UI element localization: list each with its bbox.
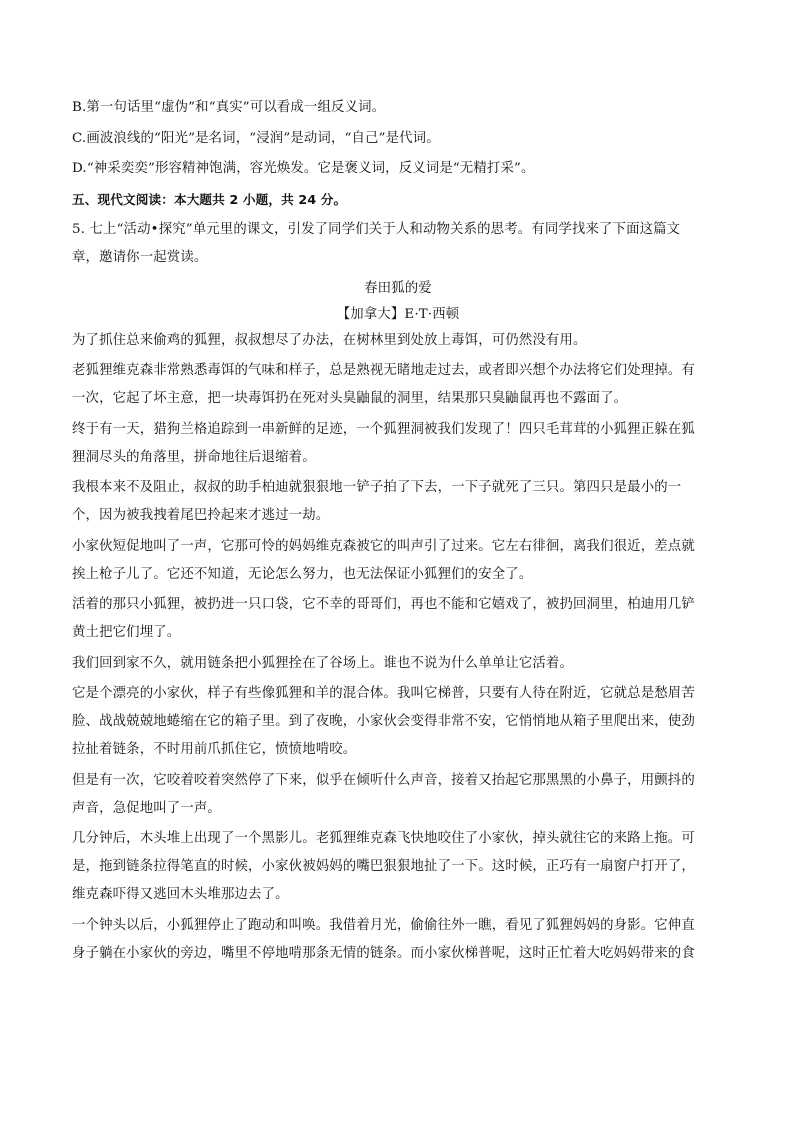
paragraph-line: 身子躺在小家伙的旁边，嘴里不停地啃那条无情的链条。而小家伙梯普呢，这时正忙着大吃妈妈带来的食: [72, 945, 695, 961]
paragraph-line: 小家伙短促地叫了一声，它那可怜的妈妈维克森被它的叫声引了过来。它左右徘徊，离我们很近，差点就: [72, 538, 695, 554]
paragraph-line: 挨上枪子儿了。它还不知道，无论怎么努力，也无法保证小狐狸们的安全了。: [72, 566, 533, 582]
document-page: [72, 98, 724, 974]
paragraph-line: 活着的那只小狐狸，被扔进一只口袋，它不幸的哥哥们，再也不能和它嬉戏了，被扔回洞里，柏迪用几铲: [72, 597, 695, 612]
article-paragraph: [72, 361, 724, 409]
article-paragraph: [72, 684, 724, 760]
paragraph-line: 老狐狸维克森非常熟悉毒饵的气味和样子，总是熟视无睹地走过去，或者即兴想个办法将它们处理掉。有: [72, 363, 695, 378]
paragraph-line: 它是个漂亮的小家伙，样子有些像狐狸和羊的混合体。我叫它梯普，只要有人待在附近，它就总是愁眉苦: [72, 686, 695, 701]
paragraph-line: 为了抓住总来偷鸡的狐狸，叔叔想尽了办法，在树林里到处放上毒饵，可仍然没有用。: [72, 332, 587, 348]
option-c: C.画波浪线的“阳光”是名词，“浸润”是动词，“自己”是代词。: [72, 130, 440, 146]
article-paragraph: [72, 331, 724, 351]
paragraph-line: 狸洞尽头的角落里，拼命地往后退缩着。: [72, 449, 316, 465]
article-paragraph: [72, 829, 724, 905]
paragraph-line: 一个钟头以后，小狐狸停止了跑动和叫唤。我借着月光，偷偷往外一瞧，看见了狐狸妈妈的身影。它伸直: [72, 917, 695, 933]
paragraph-line: 声音，急促地叫了一声。: [72, 800, 221, 816]
paragraph-line: 是，拖到链条拉得笔直的时候，小家伙被妈妈的嘴巴狠狠地扯了一下。这时候，正巧有一扇窗户打开了，: [72, 859, 695, 874]
article-paragraph: [72, 537, 724, 585]
paragraph-line: 我根本来不及阻止，叔叔的助手柏迪就狠狠地一铲子拍了下去，一下子就死了三只。第四只是最小的一: [72, 480, 682, 495]
paragraph-line: 几分钟后，木头堆上出现了一个黑影儿。老狐狸维克森飞快地咬住了小家伙，掉头就往它的来路上拖。可: [72, 831, 695, 846]
question-5-prompt: [72, 220, 724, 268]
article-paragraph: [72, 420, 724, 468]
paragraph-line: 一次，它起了坏主意，把一块毒饵扔在死对头臭鼬鼠的洞里，结果那只臭鼬鼠再也不露面了。: [72, 391, 628, 406]
article-title: 春田狐的爱: [364, 280, 432, 296]
paragraph-line: 拉扯着链条，不时用前爪抓住它，愤愤地啃咬。: [72, 742, 357, 757]
article-paragraph: [72, 771, 724, 819]
paragraph-line: 脸、战战兢兢地蜷缩在它的箱子里。到了夜晚，小家伙会变得非常不安，它悄悄地从箱子里爬出来，使劲: [72, 714, 695, 729]
paragraph-line: 黄土把它们埋了。: [72, 625, 181, 640]
article-author: 【加拿大】E·T·西顿: [336, 306, 460, 322]
question-line: 章，邀请你一起赏读。: [72, 250, 208, 265]
option-b: B.第一句话里“虚伪”和“真实”可以看成一组反义词。: [72, 100, 386, 115]
option-d: D.“神采奕奕”形容精神饱满，容光焕发。它是褒义词，反义词是“无精打采”。: [72, 161, 535, 176]
paragraph-line: 维克森吓得又逃回木头堆那边去了。: [72, 887, 289, 902]
article-paragraph: [72, 916, 724, 964]
section-heading: 五、现代文阅读：本大题共 2 小题，共 24 分。: [72, 191, 347, 207]
article-paragraph: [72, 595, 724, 643]
article-paragraph: [72, 478, 724, 526]
paragraph-line: 我们回到家不久，就用链条把小狐狸拴在了谷场上。谁也不说为什么单单让它活着。: [72, 655, 574, 671]
question-line: 5. 七上“活动•探究”单元里的课文，引发了同学们关于人和动物关系的思考。有同学找来了下面这篇文: [72, 222, 681, 237]
paragraph-line: 但是有一次，它咬着咬着突然停了下来，似乎在倾听什么声音，接着又抬起它那黑黑的小鼻子，用颤抖的: [72, 772, 695, 788]
paragraph-line: 个，因为被我拽着尾巴拎起来才逃过一劫。: [72, 508, 330, 523]
paragraph-line: 终于有一天，猎狗兰格追踪到一串新鲜的足迹，一个狐狸洞被我们发现了！四只毛茸茸的小狐狸正躲在狐: [72, 421, 695, 437]
article-paragraph: [72, 654, 724, 674]
